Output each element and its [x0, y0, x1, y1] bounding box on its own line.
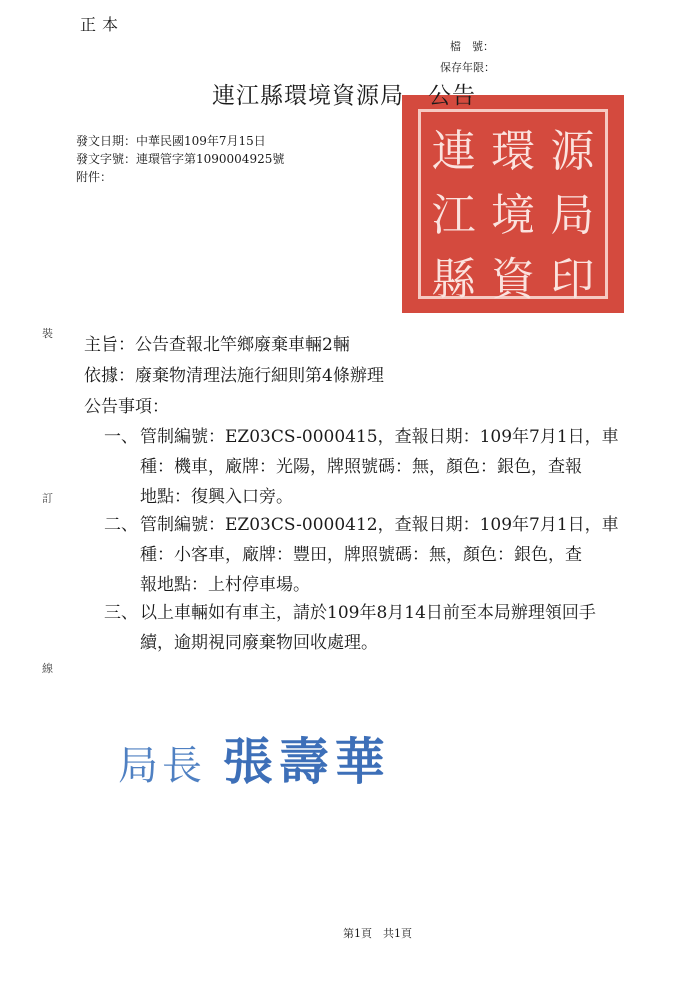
binding-mark-ding: 訂	[42, 492, 53, 505]
official-seal: 連 環 源 江 境 局 縣 資 印	[402, 95, 624, 313]
basis-line: 依據：廢棄物清理法施行細則第4條辦理	[84, 366, 384, 386]
item-line: 種：小客車，廠牌：豐田，牌照號碼：無，顏色：銀色，查	[140, 545, 582, 565]
subject-line: 主旨：公告查報北竿鄉廢棄車輛2輛	[84, 335, 350, 355]
attachment-label: 附件：	[76, 170, 113, 184]
signature-title: 局長	[118, 743, 206, 789]
director-signature	[118, 722, 391, 794]
file-number-label: 檔 號：	[450, 40, 494, 53]
document-title: 連江縣環境資源局 公告	[212, 83, 476, 109]
item-line: 管制編號：EZ03CS-0000412，查報日期：109年7月1日，車	[140, 515, 619, 535]
retention-period-label: 保存年限：	[440, 61, 495, 74]
page-number: 第1頁 共1頁	[343, 927, 412, 940]
item-line: 種：機車，廠牌：光陽，牌照號碼：無，顏色：銀色，查報	[140, 457, 582, 477]
issue-date: 發文日期：中華民國109年7月15日	[76, 134, 266, 148]
item-number: 一、	[104, 427, 138, 447]
binding-mark-zhuang: 裝	[42, 327, 53, 340]
item-number: 三、	[104, 603, 138, 623]
item-number: 二、	[104, 515, 138, 535]
item-line: 報地點：上村停車場。	[140, 575, 310, 595]
item-line: 以上車輛如有車主，請於109年8月14日前至本局辦理領回手	[140, 603, 596, 623]
item-line: 地點：復興入口旁。	[140, 487, 293, 507]
document-number: 發文字號：連環管字第1090004925號	[76, 152, 285, 166]
item-line: 續，逾期視同廢棄物回收處理。	[140, 633, 378, 653]
copy-mark: 正本	[80, 15, 125, 34]
binding-mark-xian: 線	[42, 662, 53, 675]
items-heading: 公告事項：	[84, 397, 169, 417]
signature-name: 張壽華	[222, 732, 391, 791]
item-line: 管制編號：EZ03CS-0000415，查報日期：109年7月1日，車	[140, 427, 619, 447]
